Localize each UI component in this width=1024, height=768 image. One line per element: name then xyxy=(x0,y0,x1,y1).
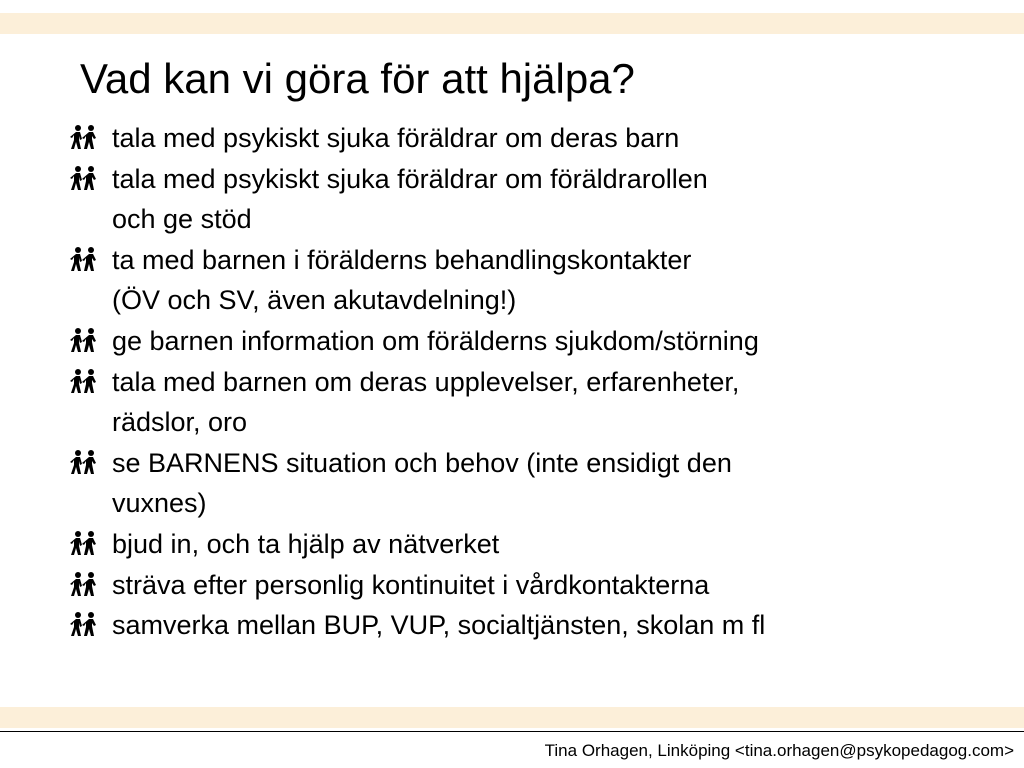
bullet-line: ge barnen information om förälderns sjukdom/störning xyxy=(112,325,759,356)
bullet-line: och ge stöd xyxy=(112,204,252,235)
bullet-line: rädslor, oro xyxy=(112,407,248,438)
list-item xyxy=(70,605,1010,646)
walking-people-icon xyxy=(70,240,112,280)
walking-people-icon xyxy=(70,118,112,158)
slide-title: Vad kan vi göra för att hjälpa? xyxy=(80,55,635,102)
bullet-line: tala med barnen om deras upplevelser, erfarenheter, xyxy=(112,366,740,397)
list-item xyxy=(70,240,1010,321)
footer-credit: Tina Orhagen, Linköping <tina.orhagen@psykopedagog.com> xyxy=(544,741,1014,760)
bullet-line: se BARNENS situation och behov (inte ensidigt den xyxy=(112,447,732,478)
bullet-line: (ÖV och SV, även akutavdelning!) xyxy=(112,285,517,316)
bullet-line: ta med barnen i förälderns behandlingskontakter xyxy=(112,244,692,275)
walking-people-icon xyxy=(70,524,112,564)
list-item xyxy=(70,159,1010,240)
list-item xyxy=(70,118,1010,159)
bullet-line: samverka mellan BUP, VUP, socialtjänsten, skolan m fl xyxy=(112,610,766,641)
bottom-decorative-band xyxy=(0,707,1024,728)
walking-people-icon xyxy=(70,321,112,361)
walking-people-icon xyxy=(70,159,112,199)
bullet-list xyxy=(70,118,1010,646)
list-item xyxy=(70,362,1010,443)
bullet-line: vuxnes) xyxy=(112,488,207,519)
bullet-line: tala med psykiskt sjuka föräldrar om deras barn xyxy=(112,123,680,153)
list-item xyxy=(70,524,1010,565)
list-item xyxy=(70,443,1010,524)
top-decorative-band xyxy=(0,13,1024,34)
footer-divider xyxy=(0,731,1024,732)
list-item xyxy=(70,321,1010,362)
walking-people-icon xyxy=(70,605,112,645)
bullet-line: tala med psykiskt sjuka föräldrar om föräldrarollen xyxy=(112,163,708,194)
bullet-line: bjud in, och ta hjälp av nätverket xyxy=(112,528,500,559)
walking-people-icon xyxy=(70,362,112,402)
walking-people-icon xyxy=(70,443,112,483)
walking-people-icon xyxy=(70,565,112,605)
list-item xyxy=(70,565,1010,606)
bullet-line: sträva efter personlig kontinuitet i vårdkontakterna xyxy=(112,569,710,600)
